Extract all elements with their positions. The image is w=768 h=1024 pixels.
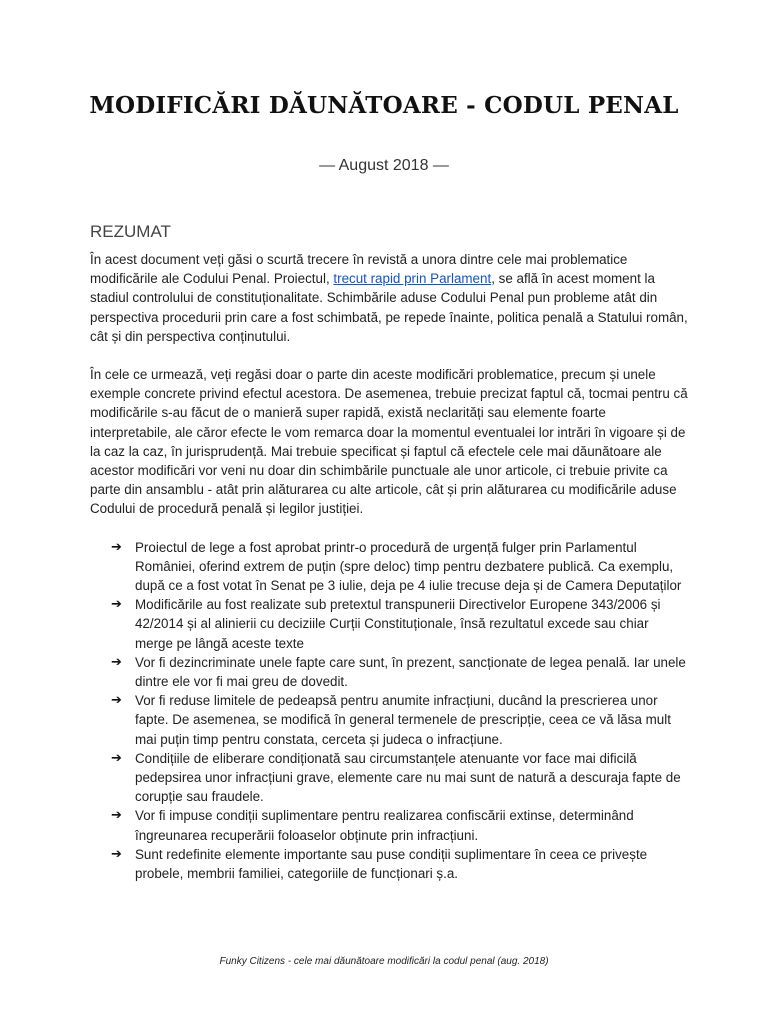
list-item-text: Proiectul de lege a fost aprobat printr-o procedură de urgență fulger prin Parlamentul României, oferind extrem de puțin (spre deloc) timp pentru dezbatere publică. Ca exemplu, după ce a fost votat în Senat pe 3 iulie, deja pe 4 iulie trecuse deja și de Camera Deputaților bbox=[135, 539, 682, 594]
list-item-text: Condițiile de eliberare condiționată sau circumstanțele atenuante vor face mai dificilă pedepsirea unor infracțiuni grave, elemente care nu mai sunt de natură a descuraja fapte de corupție sau fraudele. bbox=[135, 750, 681, 805]
document-title: MODIFICĂRI DĂUNĂTOARE - CODUL PENAL bbox=[89, 92, 679, 119]
list-item bbox=[90, 538, 690, 596]
section-heading-rezumat: REZUMAT bbox=[90, 222, 171, 241]
paragraph-intro-text-start: În acest document veți găsi o scurtă trecere în revistă a unora dintre cele mai problematice modificările ale Codului Penal. Proiectul, bbox=[90, 252, 628, 287]
bullet-list bbox=[90, 538, 690, 884]
list-item bbox=[90, 653, 690, 691]
arrow-bullet-icon: ➔ bbox=[111, 808, 122, 824]
list-item-text: Vor fi dezincriminate unele fapte care sunt, în prezent, sancționate de legea penală. Iar unele dintre ele vor fi mai greu de dovedit. bbox=[135, 654, 686, 690]
list-item-text: Sunt redefinite elemente importante sau puse condiții suplimentare în ceea ce privește probele, membrii familiei, categoriile de funcționari ș.a. bbox=[135, 846, 648, 882]
list-item bbox=[90, 806, 690, 844]
arrow-bullet-icon: ➔ bbox=[111, 654, 122, 670]
page-footer: Funky Citizens - cele mai dăunătoare modificări la codul penal (aug. 2018) bbox=[219, 956, 549, 967]
document-body bbox=[90, 250, 690, 883]
parliament-link[interactable]: trecut rapid prin Parlament bbox=[333, 271, 492, 287]
list-item bbox=[90, 845, 690, 883]
list-item-text: Vor fi reduse limitele de pedeapsă pentru anumite infracțiuni, ducând la prescrierea unor fapte. De asemenea, se modifică în general termenele de prescripție, ceea ce vă lăsa mult mai puțin timp pentru constata, cerceta și judeca o infracțiune. bbox=[135, 693, 671, 747]
list-item-text: Modificările au fost realizate sub pretextul transpunerii Directivelor Europene 343/2006 și 42/2014 și al alinierii cu deciziile Curții Constituționale, însă rezultatul excede sau chiar merge pe lângă aceste texte bbox=[135, 597, 661, 651]
arrow-bullet-icon: ➔ bbox=[111, 539, 122, 555]
arrow-bullet-icon: ➔ bbox=[111, 597, 122, 613]
arrow-bullet-icon: ➔ bbox=[111, 693, 122, 709]
list-item-text: Vor fi impuse condiții suplimentare pentru realizarea confiscării extinse, determinând îngreunarea recuperării foloaselor obținute prin infracțiuni. bbox=[135, 808, 634, 843]
list-item bbox=[90, 691, 690, 749]
arrow-bullet-icon: ➔ bbox=[111, 750, 122, 766]
paragraph-details: În cele ce urmează, veți regăsi doar o parte din aceste modificări problematice, precum și unele exemple concrete privind efectul acestora. De asemenea, trebuie precizat faptul că, tocmai pentru că modificările s-au făcut de o manieră super rapidă, există neclarități sau elemente foarte interpretabile, ale căror efecte le vom remarca doar la momentul eventualei lor intrări în vigoare și de la caz la caz, în jurisprudență. Mai trebuie specificat și faptul că efectele cele mai dăunătoare ale acestor modificări vor veni nu doar din schimbările punctuale ale unor articole, ci trebuie privite ca parte din ansamblu - atât prin alăturarea cu alte articole, cât și prin alăturarea cu modificările aduse Codului de procedură penală și legilor justiției. bbox=[90, 367, 688, 517]
paragraph-intro bbox=[90, 250, 690, 346]
paragraph-intro-text-end: , se află în acest moment la stadiul controlului de constituționalitate. Schimbările aduse Codului Penal pun probleme atât din perspectiva procedurii prin care a fost schimbată, pe repede înainte, politica penală a Statului român, cât și din perspectiva conținutului. bbox=[90, 271, 688, 344]
list-item bbox=[90, 595, 690, 653]
list-item bbox=[90, 749, 690, 807]
document-date: — August 2018 — bbox=[319, 157, 449, 174]
arrow-bullet-icon: ➔ bbox=[111, 846, 122, 862]
